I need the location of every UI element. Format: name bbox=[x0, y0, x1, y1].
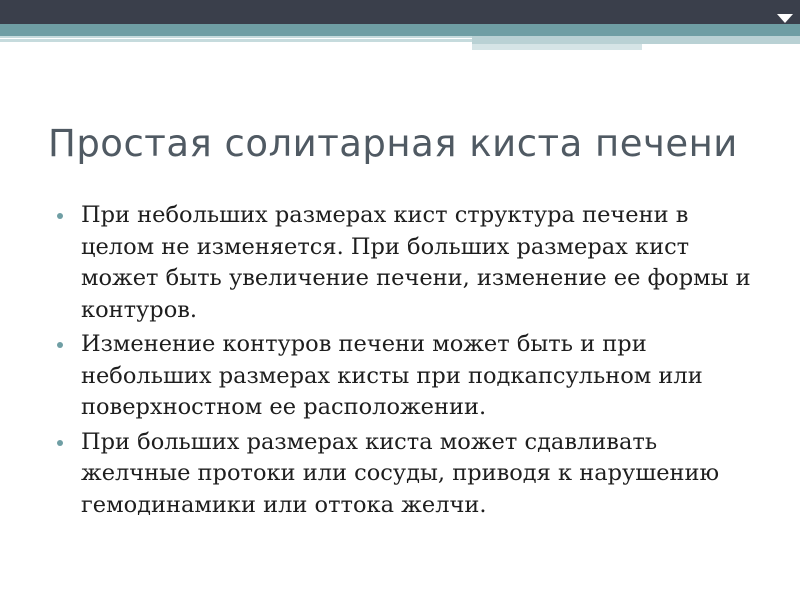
bullet-item bbox=[57, 329, 767, 424]
header-dark-band bbox=[0, 0, 800, 24]
bullet-dot-icon bbox=[57, 440, 63, 446]
header-light-band-left bbox=[0, 36, 472, 42]
bullet-item bbox=[57, 200, 767, 326]
header-light-band-accent bbox=[472, 44, 642, 50]
triangle-marker-icon bbox=[777, 14, 793, 23]
header-teal-band bbox=[0, 24, 800, 36]
bullet-text: Изменение контуров печени может быть и при небольших размерах кисты при подкапсульном или поверхностном ее расположении. bbox=[81, 331, 703, 420]
bullet-text: При больших размерах киста может сдавливать желчные протоки или сосуды, приводя к нарушению гемодинамики или оттока желчи. bbox=[81, 428, 720, 518]
bullet-dot-icon bbox=[57, 213, 63, 219]
header-light-band-right bbox=[472, 36, 800, 44]
slide-title: Простая солитарная киста печени bbox=[48, 122, 738, 165]
bullet-item bbox=[57, 427, 767, 522]
bullet-text: При небольших размерах кист структура печени в целом не изменяется. При больших размерах кист может быть увеличение печени, изменение ее формы и контуров. bbox=[81, 202, 751, 323]
header-divider-line bbox=[0, 38, 472, 39]
bullet-dot-icon bbox=[57, 342, 63, 348]
bullet-list bbox=[57, 200, 767, 524]
